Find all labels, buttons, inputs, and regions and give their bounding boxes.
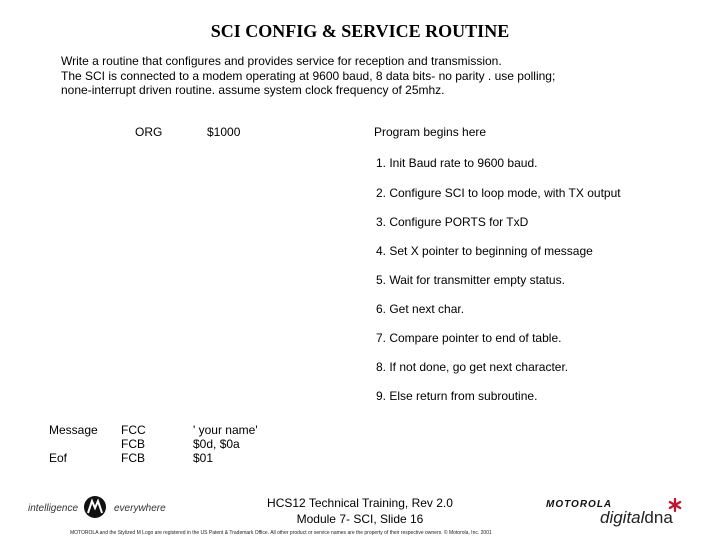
- step-item: 6. Get next char.: [376, 302, 465, 316]
- footer-slide: Module 7- SCI, Slide 16: [296, 512, 424, 526]
- step-item: 2. Configure SCI to loop mode, with TX output: [376, 186, 621, 200]
- data-directive: FCB: [121, 451, 145, 465]
- intro-text: [61, 54, 621, 98]
- data-labels: [49, 423, 98, 465]
- org-comment: Program begins here: [374, 125, 487, 139]
- step-item: 8. If not done, go get next character.: [376, 360, 569, 374]
- data-label: Eof: [49, 451, 68, 465]
- legal-notice: MOTOROLA and the Stylized M Logo are registered in the US Patent & Trademark Office. All other product or service names are the property of their respective owners. © Motorola, Inc. 2001: [70, 530, 492, 536]
- step-item: 7. Compare pointer to end of table.: [376, 331, 562, 345]
- step-item: 5. Wait for transmitter empty status.: [376, 273, 565, 287]
- intro-line: The SCI is connected to a modem operating at 9600 baud, 8 data bits- no parity . use polling;: [61, 68, 556, 83]
- step-item: 3. Configure PORTS for TxD: [376, 215, 529, 229]
- data-directive: FCC: [121, 423, 146, 437]
- data-operands: [193, 423, 258, 465]
- slide-title: SCI CONFIG & SERVICE ROUTINE: [210, 21, 510, 41]
- data-operand: $01: [193, 451, 214, 465]
- data-label: [49, 437, 98, 451]
- org-directive: ORG: [135, 125, 163, 139]
- digital-word: digital: [600, 508, 645, 527]
- intro-line: none-interrupt driven routine. assume system clock frequency of 25mhz.: [61, 83, 445, 97]
- data-operand: ' your name': [193, 423, 258, 437]
- dna-star-icon: [668, 498, 682, 512]
- motorola-wordmark: MOTOROLA: [546, 499, 613, 510]
- tagline-right: everywhere: [114, 503, 166, 514]
- step-item: 9. Else return from subroutine.: [376, 389, 538, 403]
- footer-course: HCS12 Technical Training, Rev 2.0: [267, 496, 453, 510]
- dna-word: dna: [644, 508, 673, 527]
- data-label: Message: [49, 423, 98, 437]
- digital-dna-logo: [600, 508, 673, 528]
- intelligence-everywhere-logo: [28, 495, 168, 525]
- data-directives: [121, 423, 146, 465]
- step-item: 1. Init Baud rate to 9600 baud.: [376, 156, 538, 170]
- motorola-m-icon: [84, 496, 106, 518]
- footer-info: [230, 495, 490, 527]
- org-address: $1000: [207, 125, 241, 139]
- tagline-left: intelligence: [28, 503, 79, 514]
- data-operand: $0d, $0a: [193, 437, 240, 451]
- step-item: 4. Set X pointer to beginning of message: [376, 244, 593, 258]
- data-directive: FCB: [121, 437, 145, 451]
- intro-line: Write a routine that configures and provides service for reception and transmission.: [61, 54, 502, 68]
